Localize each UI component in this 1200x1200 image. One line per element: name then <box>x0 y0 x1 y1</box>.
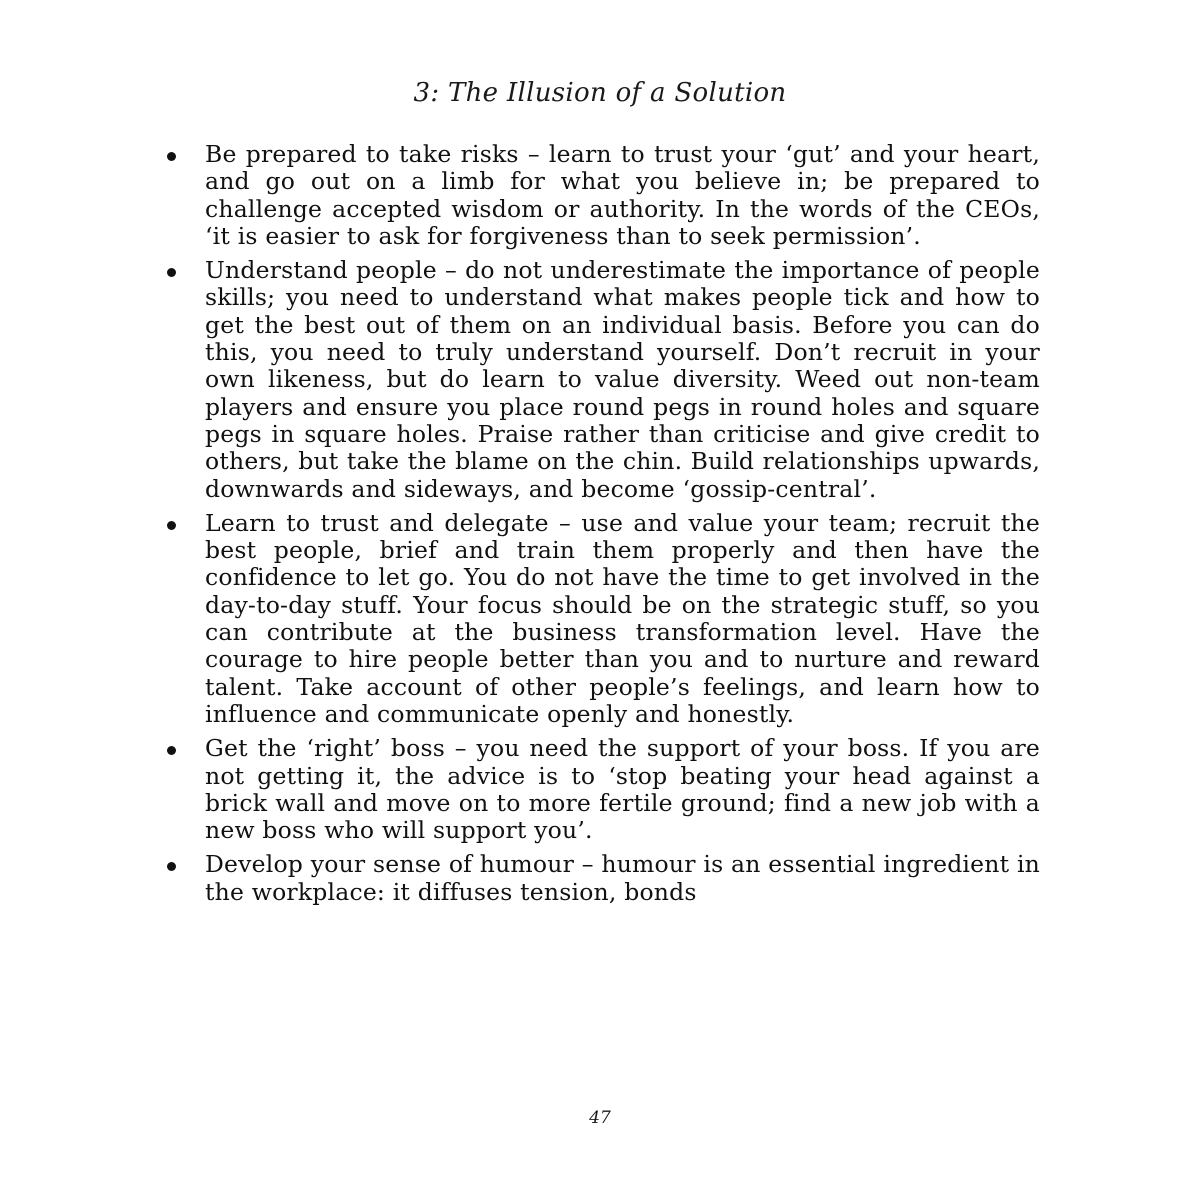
page-number: 47 <box>589 1108 611 1128</box>
bullet-icon <box>167 521 176 530</box>
bullet-item-trust-delegate <box>165 510 1040 728</box>
bullet-text: Learn to trust and delegate – use and value your team; recruit the best people, brief and train them properly and then have the confidence to let go. You do not have the time to get involved in the day-to-day stuff. Your focus should be on the strategic stuff, so you can contribute at the business transformation level. Have the courage to hire people better than you and to nurture and reward talent. Take account of other people’s feelings, and learn how to influence and communicate openly and honestly. <box>205 508 1040 728</box>
bullet-icon <box>167 746 176 755</box>
bullet-item-right-boss <box>165 735 1040 844</box>
running-header: 3: The Illusion of a Solution <box>413 78 787 108</box>
bullet-item-sense-of-humour <box>165 851 1040 906</box>
bullet-text: Be prepared to take risks – learn to trust your ‘gut’ and your heart, and go out on a limb for what you believe in; be prepared to challenge accepted wisdom or authority. In the words of the CEOs, ‘it is easier to ask for forgiveness than to seek permission’. <box>205 140 1040 250</box>
bullet-icon <box>167 862 176 871</box>
bullet-text: Get the ‘right’ boss – you need the support of your boss. If you are not getting it, the advice is to ‘stop beating your head against a brick wall and move on to more fertile ground; find a new job with a new boss who will support you’. <box>205 734 1040 845</box>
bullet-icon <box>167 152 176 161</box>
bullet-icon <box>167 268 176 277</box>
bullet-item-understand-people <box>165 257 1040 503</box>
bullet-text: Develop your sense of humour – humour is an essential ingredient in the workplace: it diffuses tension, bonds <box>205 850 1040 906</box>
bullet-item-take-risks <box>165 141 1040 250</box>
bullet-text: Understand people – do not underestimate the importance of people skills; you need to understand what makes people tick and how to get the best out of them on an individual basis. Before you can do this, you need to truly understand yourself. Don’t recruit in your own likeness, but do learn to value diversity. Weed out non-team players and ensure you place round pegs in round holes and square pegs in square holes. Praise rather than criticise and give credit to others, but take the blame on the chin. Build relationships upwards, downwards and sideways, and become ‘gossip-central’. <box>205 256 1040 503</box>
bullet-list <box>165 141 1040 913</box>
